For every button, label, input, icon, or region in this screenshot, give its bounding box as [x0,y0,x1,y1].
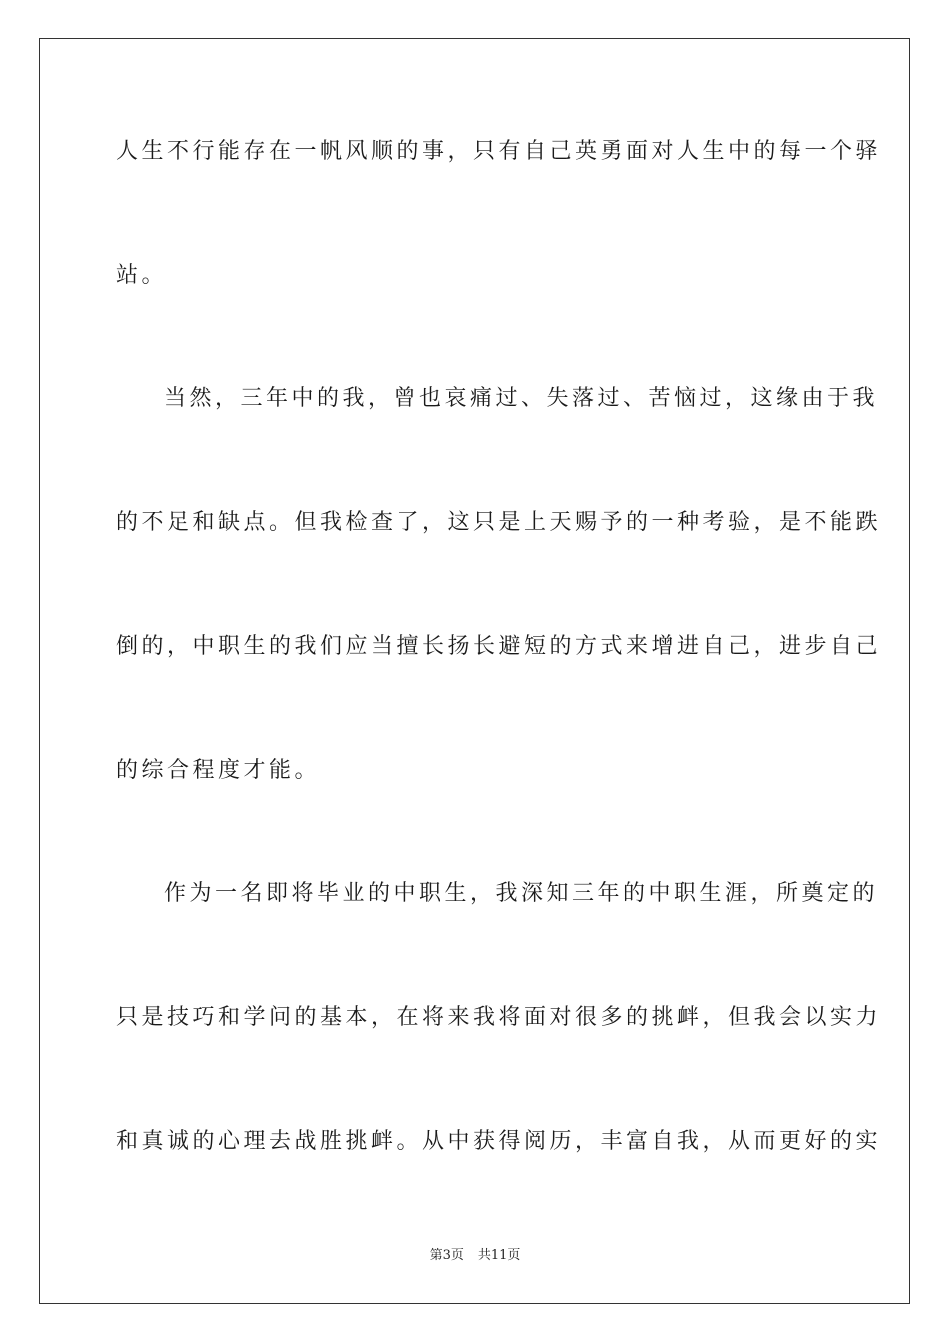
text-line-2: 站。 [116,263,168,288]
text-line-6: 的综合程度才能。 [116,758,321,783]
page-frame [39,38,910,1304]
page-footer [0,1247,950,1265]
text-line-4: 的不足和缺点。但我检查了，这只是上天赐予的一种考验，是不能跌 [116,510,882,535]
text-line-9: 和真诚的心理去战胜挑衅。从中获得阅历，丰富自我，从而更好的实 [116,1129,882,1154]
page-number-total: 共11页 [477,1248,521,1263]
text-line-8: 只是技巧和学问的基本，在将来我将面对很多的挑衅，但我会以实力 [116,1005,882,1030]
page-number-current: 第3页 [429,1248,464,1263]
text-line-1: 人生不行能存在一帆风顺的事，只有自己英勇面对人生中的每一个驿 [116,139,882,164]
text-line-3: 当然，三年中的我，曾也哀痛过、失落过、苦恼过，这缘由于我 [164,386,879,411]
text-line-7: 作为一名即将毕业的中职生，我深知三年的中职生涯，所奠定的 [164,881,879,906]
text-line-5: 倒的，中职生的我们应当擅长扬长避短的方式来增进自己，进步自己 [116,634,882,659]
